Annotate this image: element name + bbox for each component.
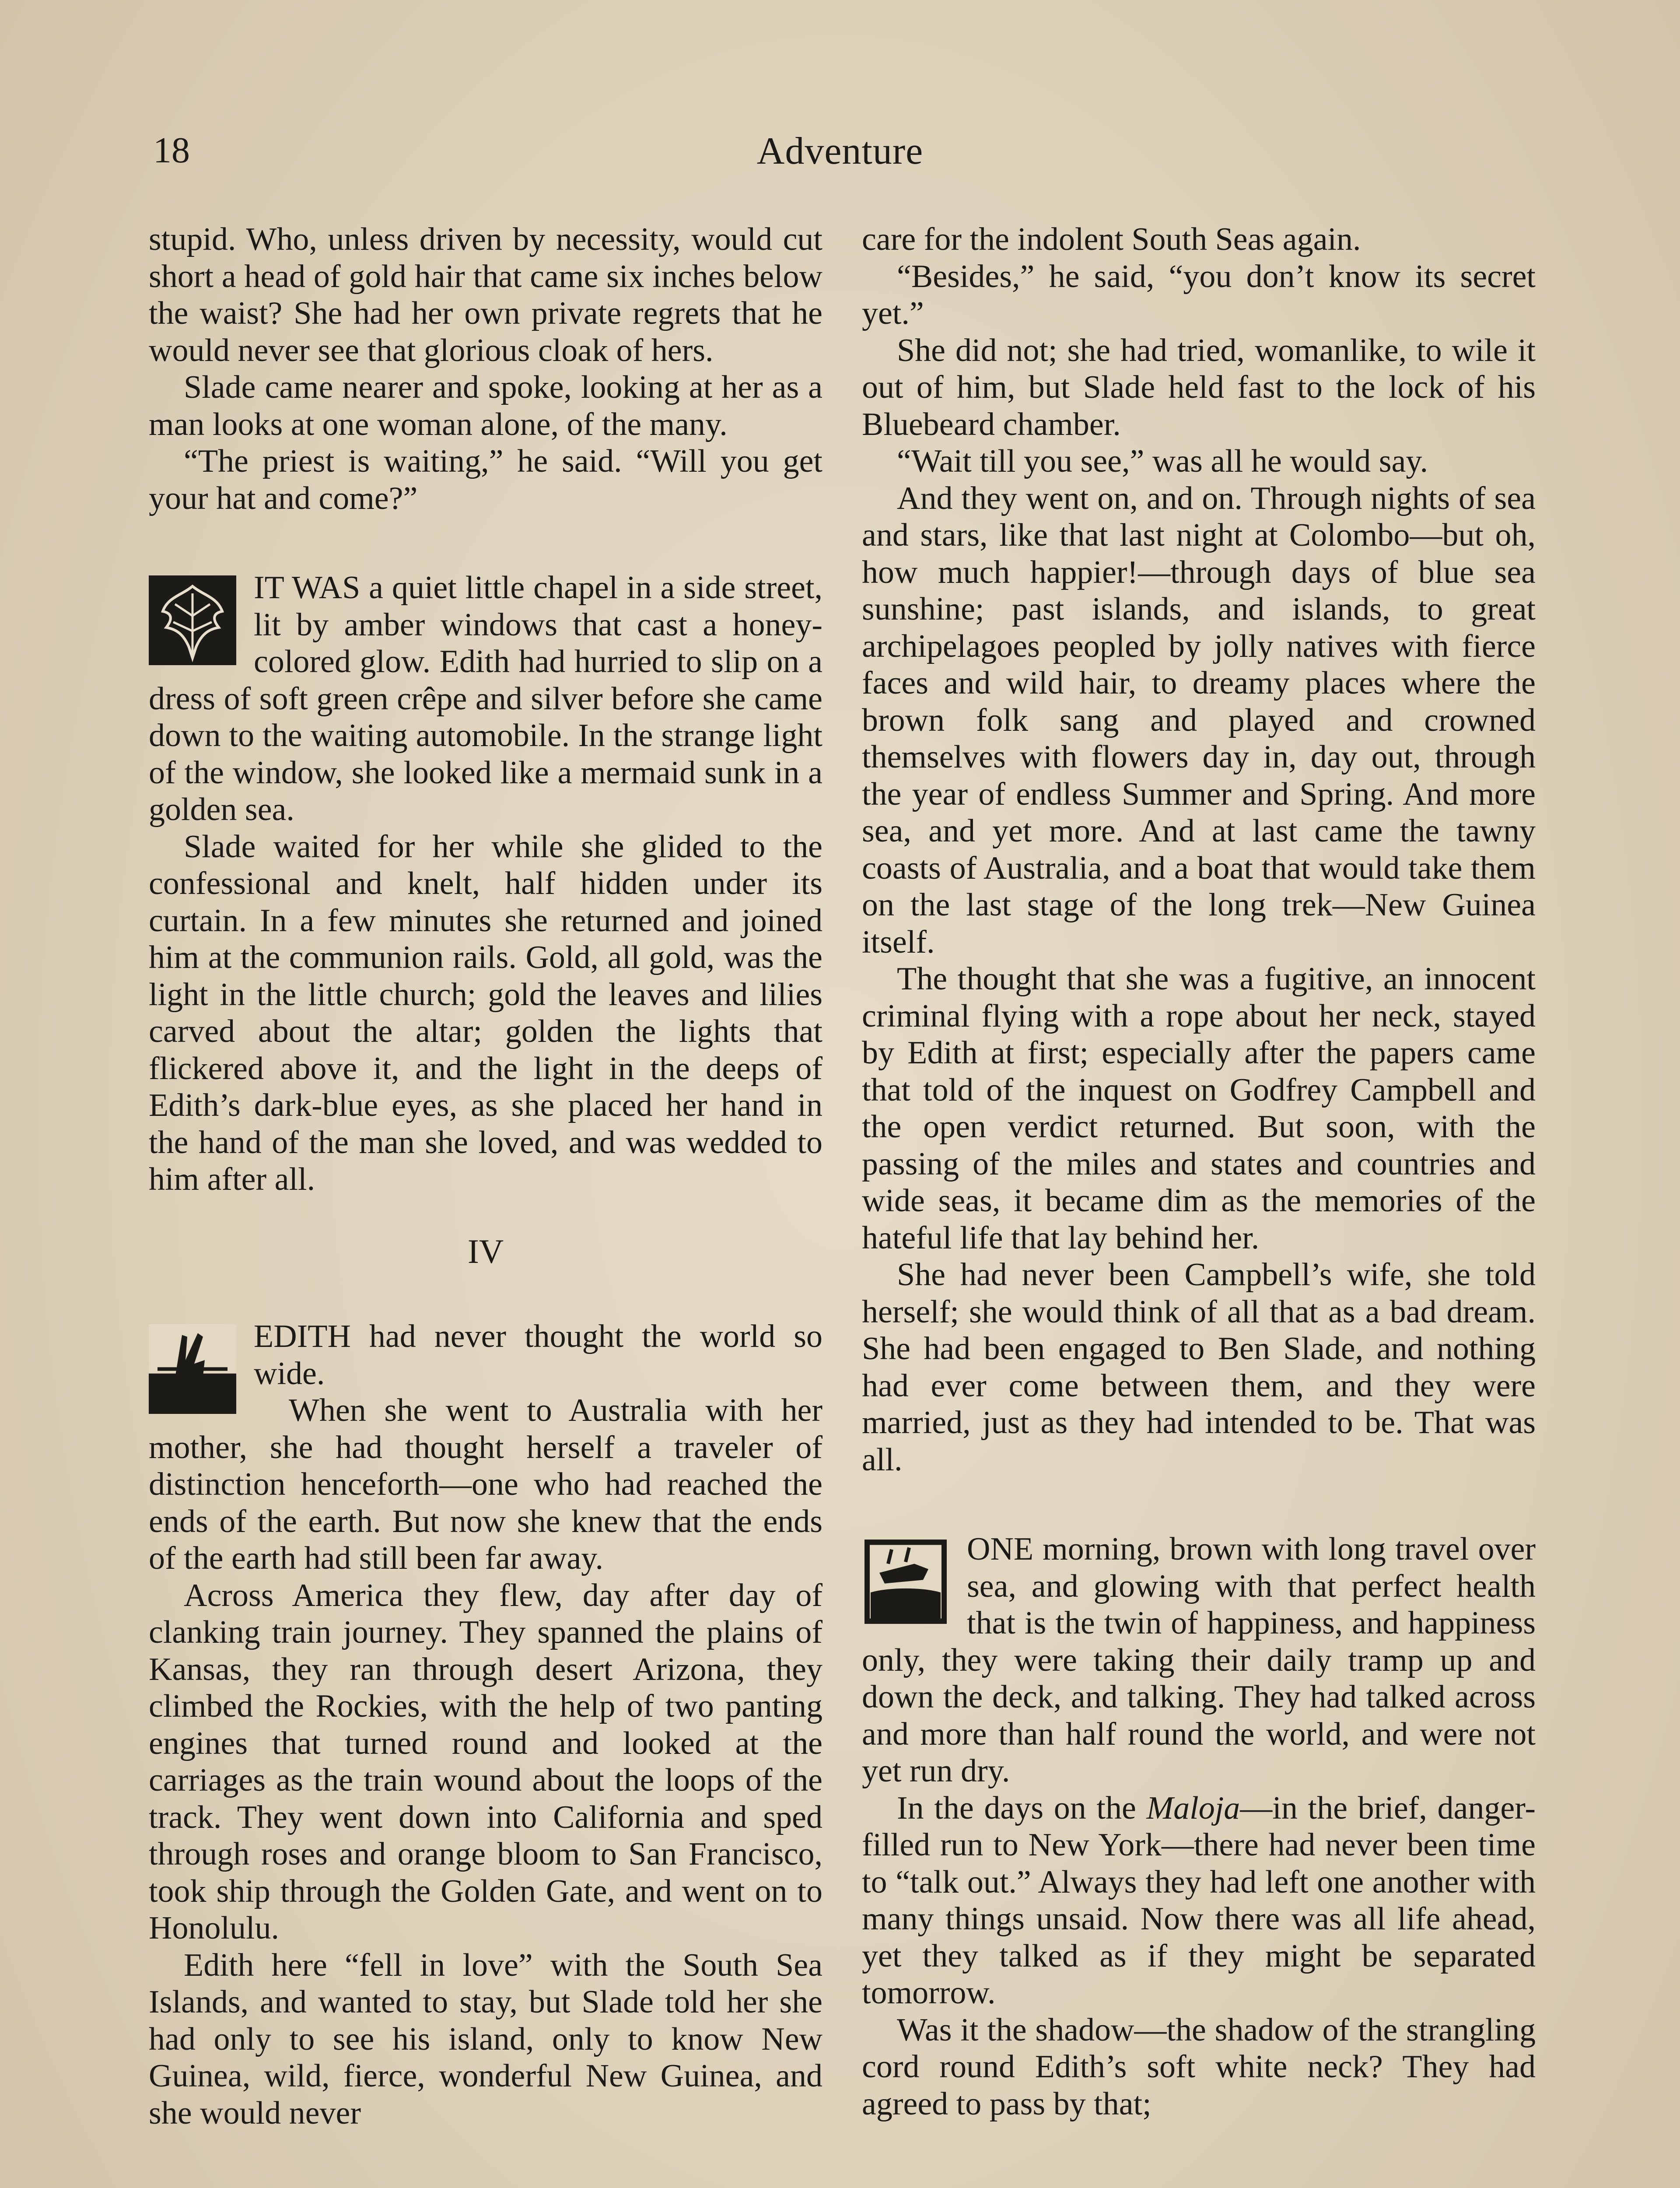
paragraph: She had never been Campbell’s wife, she told herself; she would think of all that as a bad dream. She had been engaged to Ben Slade, and nothing had ever come between them, and they were married, just as they had intended to be. That was all. [862,1257,1536,1478]
paragraph: Across America they flew, day after day of clanking train journey. They spanned the plains of Kansas, they ran through desert Arizona, they climbed the Rockies, with the help of two panting engines that turned round and looked at the carriages as the train wound about the loops of the track. They went down into California and sped through roses and orange bloom to San Francisco, took ship through the Golden Gate, and went on to Honolulu. [149,1577,822,1946]
paragraph: And they went on, and on. Through nights of sea and stars, like that last night at Colombo—but oh, how much happier!—through days of blue sea sunshine; past islands, and islands, to great archipelagoes peopled by jolly natives with fierce faces and wild hair, to dreamy places where the brown folk sang and played and crowned themselves with flowers day in, day out, through the year of endless Summer and Spring. And more sea, and yet more. And at last came the tawny coasts of Australia, and a boat that would take them on the last stage of the long trek—New Guinea itself. [862,480,1536,960]
paragraph: Slade waited for her while she glided to the confessional and knelt, half hidden under its curtain. In a few minutes she returned and joined him at the communion rails. Gold, all gold, was the light in the little church; gold the leaves and lilies carved about the altar; golden the lights that flickered above it, and the light in the deeps of Edith’s dark-blue eyes, as she placed her hand in the hand of the man she loved, and was wedded to him after all. [149,828,822,1197]
paragraph: When she went to Australia with her mother, she had thought herself a traveler of distinction henceforth—one who had reached the ends of the earth. But now she knew that the ends of the earth had still been far away. [149,1392,822,1576]
hand-ornament-icon [149,1324,236,1414]
paragraph: care for the indolent South Seas again. [862,221,1361,257]
section-break [149,517,822,569]
paragraph: “Besides,” he said, “you don’t know its secret yet.” [862,258,1536,331]
leaf-ornament-icon [149,575,236,665]
left-column [149,221,822,2132]
section-break [862,1478,1536,1531]
page-number: 18 [153,130,190,171]
paragraph [862,1790,1536,2012]
text-run: In the days on the [897,1790,1147,1826]
paragraph: IT WAS a quiet little chapel in a side street, lit by amber windows that cast a honey-colored glow. Edith had hurried to slip on a dress of soft green crêpe and silver before she came down to the waiting automobile. In the strange light of the window, she looked like a mermaid sunk in a golden sea. [149,570,822,828]
section-number: IV [467,1232,504,1270]
paragraph: EDITH had never thought the world so wide. [254,1318,822,1392]
paragraph: She did not; she had tried, womanlike, to wile it out of him, but Slade held fast to the lock of his Bluebeard chamber. [862,332,1536,442]
paragraph: “The priest is waiting,” he said. “Will you get your hat and come?” [149,443,822,516]
paragraph: Slade came nearer and spoke, looking at her as a man looks at one woman alone, of the many. [149,369,822,442]
page-header [149,129,1531,186]
paragraph: ONE morning, brown with long travel over sea, and glowing with that perfect health that is the twin of happiness, and happiness only, they were taking their daily tramp up and down the deck, and talking. They had talked across and more than half round the world, and were not yet run dry. [862,1531,1536,1789]
paragraph: Edith here “fell in love” with the South Sea Islands, and wanted to stay, but Slade told her she had only to see his island, only to know New Guinea, wild, fierce, wonderful New Guinea, and she would never [149,1947,822,2131]
running-head: Adventure [756,130,924,172]
right-column [862,221,1536,2122]
paragraph: “Wait till you see,” was all he would say. [897,443,1428,479]
paragraph: stupid. Who, unless driven by necessity, would cut short a head of gold hair that came six inches below the waist? She had her own private regrets that he would never see that glorious cloak of hers. [149,221,822,368]
ship-name: Maloja [1146,1790,1240,1826]
paragraph: Was it the shadow—the shadow of the strangling cord round Edith’s soft white neck? They had agreed to pass by that; [862,2012,1536,2122]
paragraph: The thought that she was a fugitive, an innocent criminal flying with a rope about her neck, stayed by Edith at first; especially after the papers came that told of the inquest on Godfrey Campbell and the open verdict returned. But soon, with the passing of the miles and states and countries and wide seas, it became dim as the memories of the hateful life that lay behind her. [862,961,1536,1256]
text-run: —in the brief, danger-filled run to New York—there had never been time to “talk out.” Always they had left one another with many things unsaid. Now there was all life ahead, yet they talked as if they might be separated tomorrow. [862,1790,1536,2011]
ship-ornament-icon [862,1537,949,1627]
